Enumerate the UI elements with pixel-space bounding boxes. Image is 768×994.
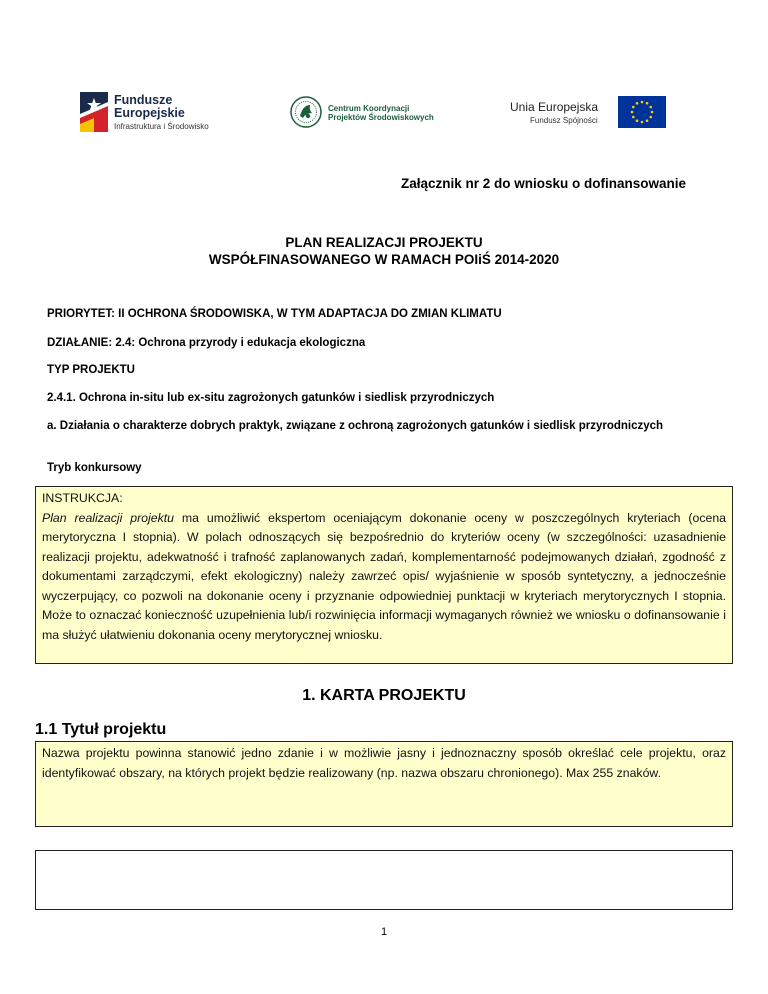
action-line: DZIAŁANIE: 2.4: Ochrona przyrody i edukacja ekologiczna	[47, 337, 366, 349]
ckps-seal-icon	[290, 96, 322, 128]
instruction-body: ma umożliwić ekspertom oceniającym dokonanie oceny w poszczególnych kryteriach (ocena merytoryczna I stopnia). W polach odnoszących się bezpośrednio do kryteriów oceny (w szczególności: uzasadnienie realizacji projektu, adekwatność i trafność zaplanowanych zadań, komplementarność podejmowanych działań, zgodność z dokumentami zarządczymi, efekt ekologiczny) należy zawrzeć opis/ wyjaśnienie w sposób syntetyczny, a jednocześnie wyczerpujący, co pozwoli na dokonanie oceny i przyznanie odpowiedniej punktacji w kryteriach merytorycznych I stopnia. Może to oznaczać konieczność uzupełnienia lub/i rozwinięcia informacji wymaganych również we wniosku o dofinansowanie i ma służyć ułatwieniu dokonania oceny merytorycznej wniosku.	[42, 510, 727, 642]
fe-star-flag-icon	[80, 92, 108, 132]
document-title-line1: PLAN REALIZACJI PROJEKTU	[285, 235, 483, 250]
mode-line: Tryb konkursowy	[47, 462, 142, 474]
instruction-text	[42, 509, 726, 646]
ck-logo-line1: Centrum Koordynacji	[328, 104, 410, 113]
section-heading: 1. KARTA PROJEKTU	[302, 687, 466, 704]
priority-line: PRIORYTET: II OCHRONA ŚRODOWISKA, W TYM ADAPTACJA DO ZMIAN KLIMATU	[47, 308, 502, 320]
centrum-koordynacji-logo	[288, 96, 438, 130]
eu-flag-icon	[618, 96, 666, 128]
ue-logo-line2: Fundusz Spójności	[530, 116, 598, 125]
ck-logo-line2: Projektów Środowiskowych	[328, 113, 434, 122]
unia-europejska-logo	[510, 96, 660, 130]
section-subheading: 1.1 Tytuł projektu	[35, 721, 167, 738]
ue-logo-line1: Unia Europejska	[510, 100, 599, 114]
project-type-line: TYP PROJEKTU	[47, 364, 135, 376]
fe-logo-line3: Infrastruktura i Środowisko	[114, 122, 209, 131]
fe-logo-line2: Europejskie	[114, 106, 185, 120]
page-number: 1	[380, 926, 388, 938]
project-title-input-box[interactable]	[35, 850, 733, 910]
attachment-label: Załącznik nr 2 do wniosku o dofinansowanie	[400, 176, 686, 191]
fundusze-europejskie-logo	[80, 92, 250, 132]
title-note-box	[35, 741, 733, 827]
subtype-line: 2.4.1. Ochrona in-situ lub ex-situ zagrożonych gatunków i siedlisk przyrodniczych	[47, 392, 495, 404]
instruction-box	[35, 486, 733, 664]
title-note-text: Nazwa projektu powinna stanowić jedno zdanie i w możliwie jasny i jednoznaczny sposób określać cele projektu, oraz identyfikować obszary, na których projekt będzie realizowany (np. nazwa obszaru chronionego). Max 255 znaków.	[42, 746, 726, 780]
instruction-italic-lead: Plan realizacji projektu	[42, 510, 175, 525]
activity-paragraph: a. Działania o charakterze dobrych praktyk, związane z ochroną zagrożonych gatunków i siedlisk przyrodniczych	[47, 420, 664, 432]
fe-logo-line1: Fundusze	[114, 93, 173, 107]
document-title-line2: WSPÓŁFINASOWANEGO W RAMACH POIiŚ 2014-2020	[208, 252, 560, 267]
instruction-heading: INSTRUKCJA:	[42, 491, 123, 505]
